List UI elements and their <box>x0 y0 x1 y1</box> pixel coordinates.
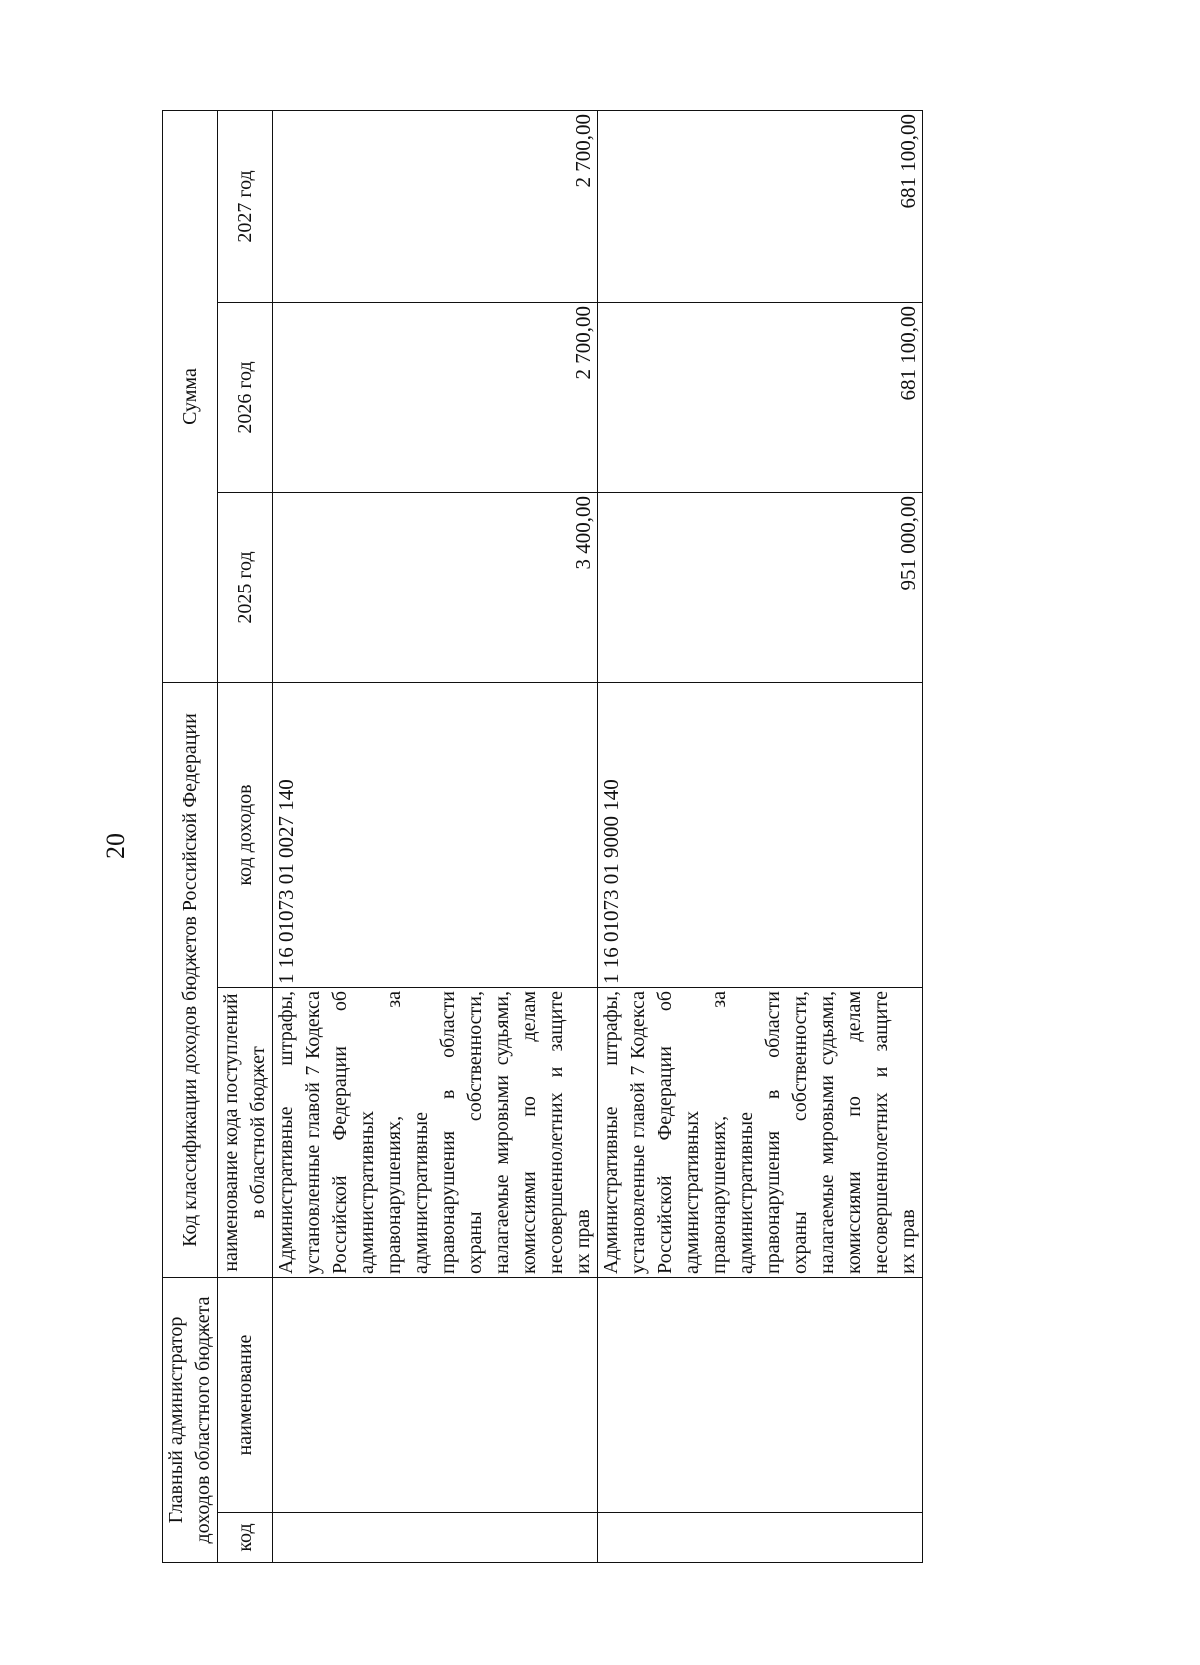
header-admin-code: код <box>218 1513 273 1563</box>
cell-sum-2027: 681 100,00 <box>598 110 923 302</box>
header-year-2027: 2027 год <box>218 110 273 302</box>
cell-sum-2025: 3 400,00 <box>273 493 598 683</box>
header-classification-group: Код классификации доходов бюджетов Российской Федерации <box>163 683 218 1278</box>
cell-sum-2027: 2 700,00 <box>273 110 598 302</box>
cell-income-code: 1 16 01073 01 9000 140 <box>598 683 923 988</box>
header-income-code: код доходов <box>218 683 273 988</box>
cell-income-name: Административные штрафы, установленные главой 7 Кодекса Российской Федерации об административных правонарушениях, за административные правонарушения в области охраны собственности, налагаемые мировыми судьями, комиссиями по делам несовершеннолетних и защите их прав <box>598 988 923 1278</box>
cell-admin-name <box>273 1278 598 1513</box>
page-number: 20 <box>101 833 130 859</box>
table-row <box>598 110 923 1562</box>
header-admin-group: Главный администратор доходов областного бюджета <box>163 1278 218 1563</box>
header-row-sub <box>218 110 273 1562</box>
header-admin-name: наименование <box>218 1278 273 1513</box>
rotated-table-container <box>162 111 920 1563</box>
table-row <box>273 110 598 1562</box>
cell-income-code: 1 16 01073 01 0027 140 <box>273 683 598 988</box>
header-income-name: наименование кода поступлений в областной бюджет <box>218 988 273 1278</box>
income-table <box>162 110 923 1563</box>
cell-admin-code <box>598 1513 923 1563</box>
cell-admin-name <box>598 1278 923 1513</box>
header-year-2025: 2025 год <box>218 493 273 683</box>
header-year-2026: 2026 год <box>218 303 273 493</box>
cell-sum-2025: 951 000,00 <box>598 493 923 683</box>
cell-income-name: Административные штрафы, установленные главой 7 Кодекса Российской Федерации об административных правонарушениях, за административные правонарушения в области охраны собственности, налагаемые мировыми судьями, комиссиями по делам несовершеннолетних и защите их прав <box>273 988 598 1278</box>
cell-sum-2026: 2 700,00 <box>273 303 598 493</box>
header-sum-group: Сумма <box>163 110 218 682</box>
cell-sum-2026: 681 100,00 <box>598 303 923 493</box>
header-row-top <box>163 110 218 1562</box>
cell-admin-code <box>273 1513 598 1563</box>
